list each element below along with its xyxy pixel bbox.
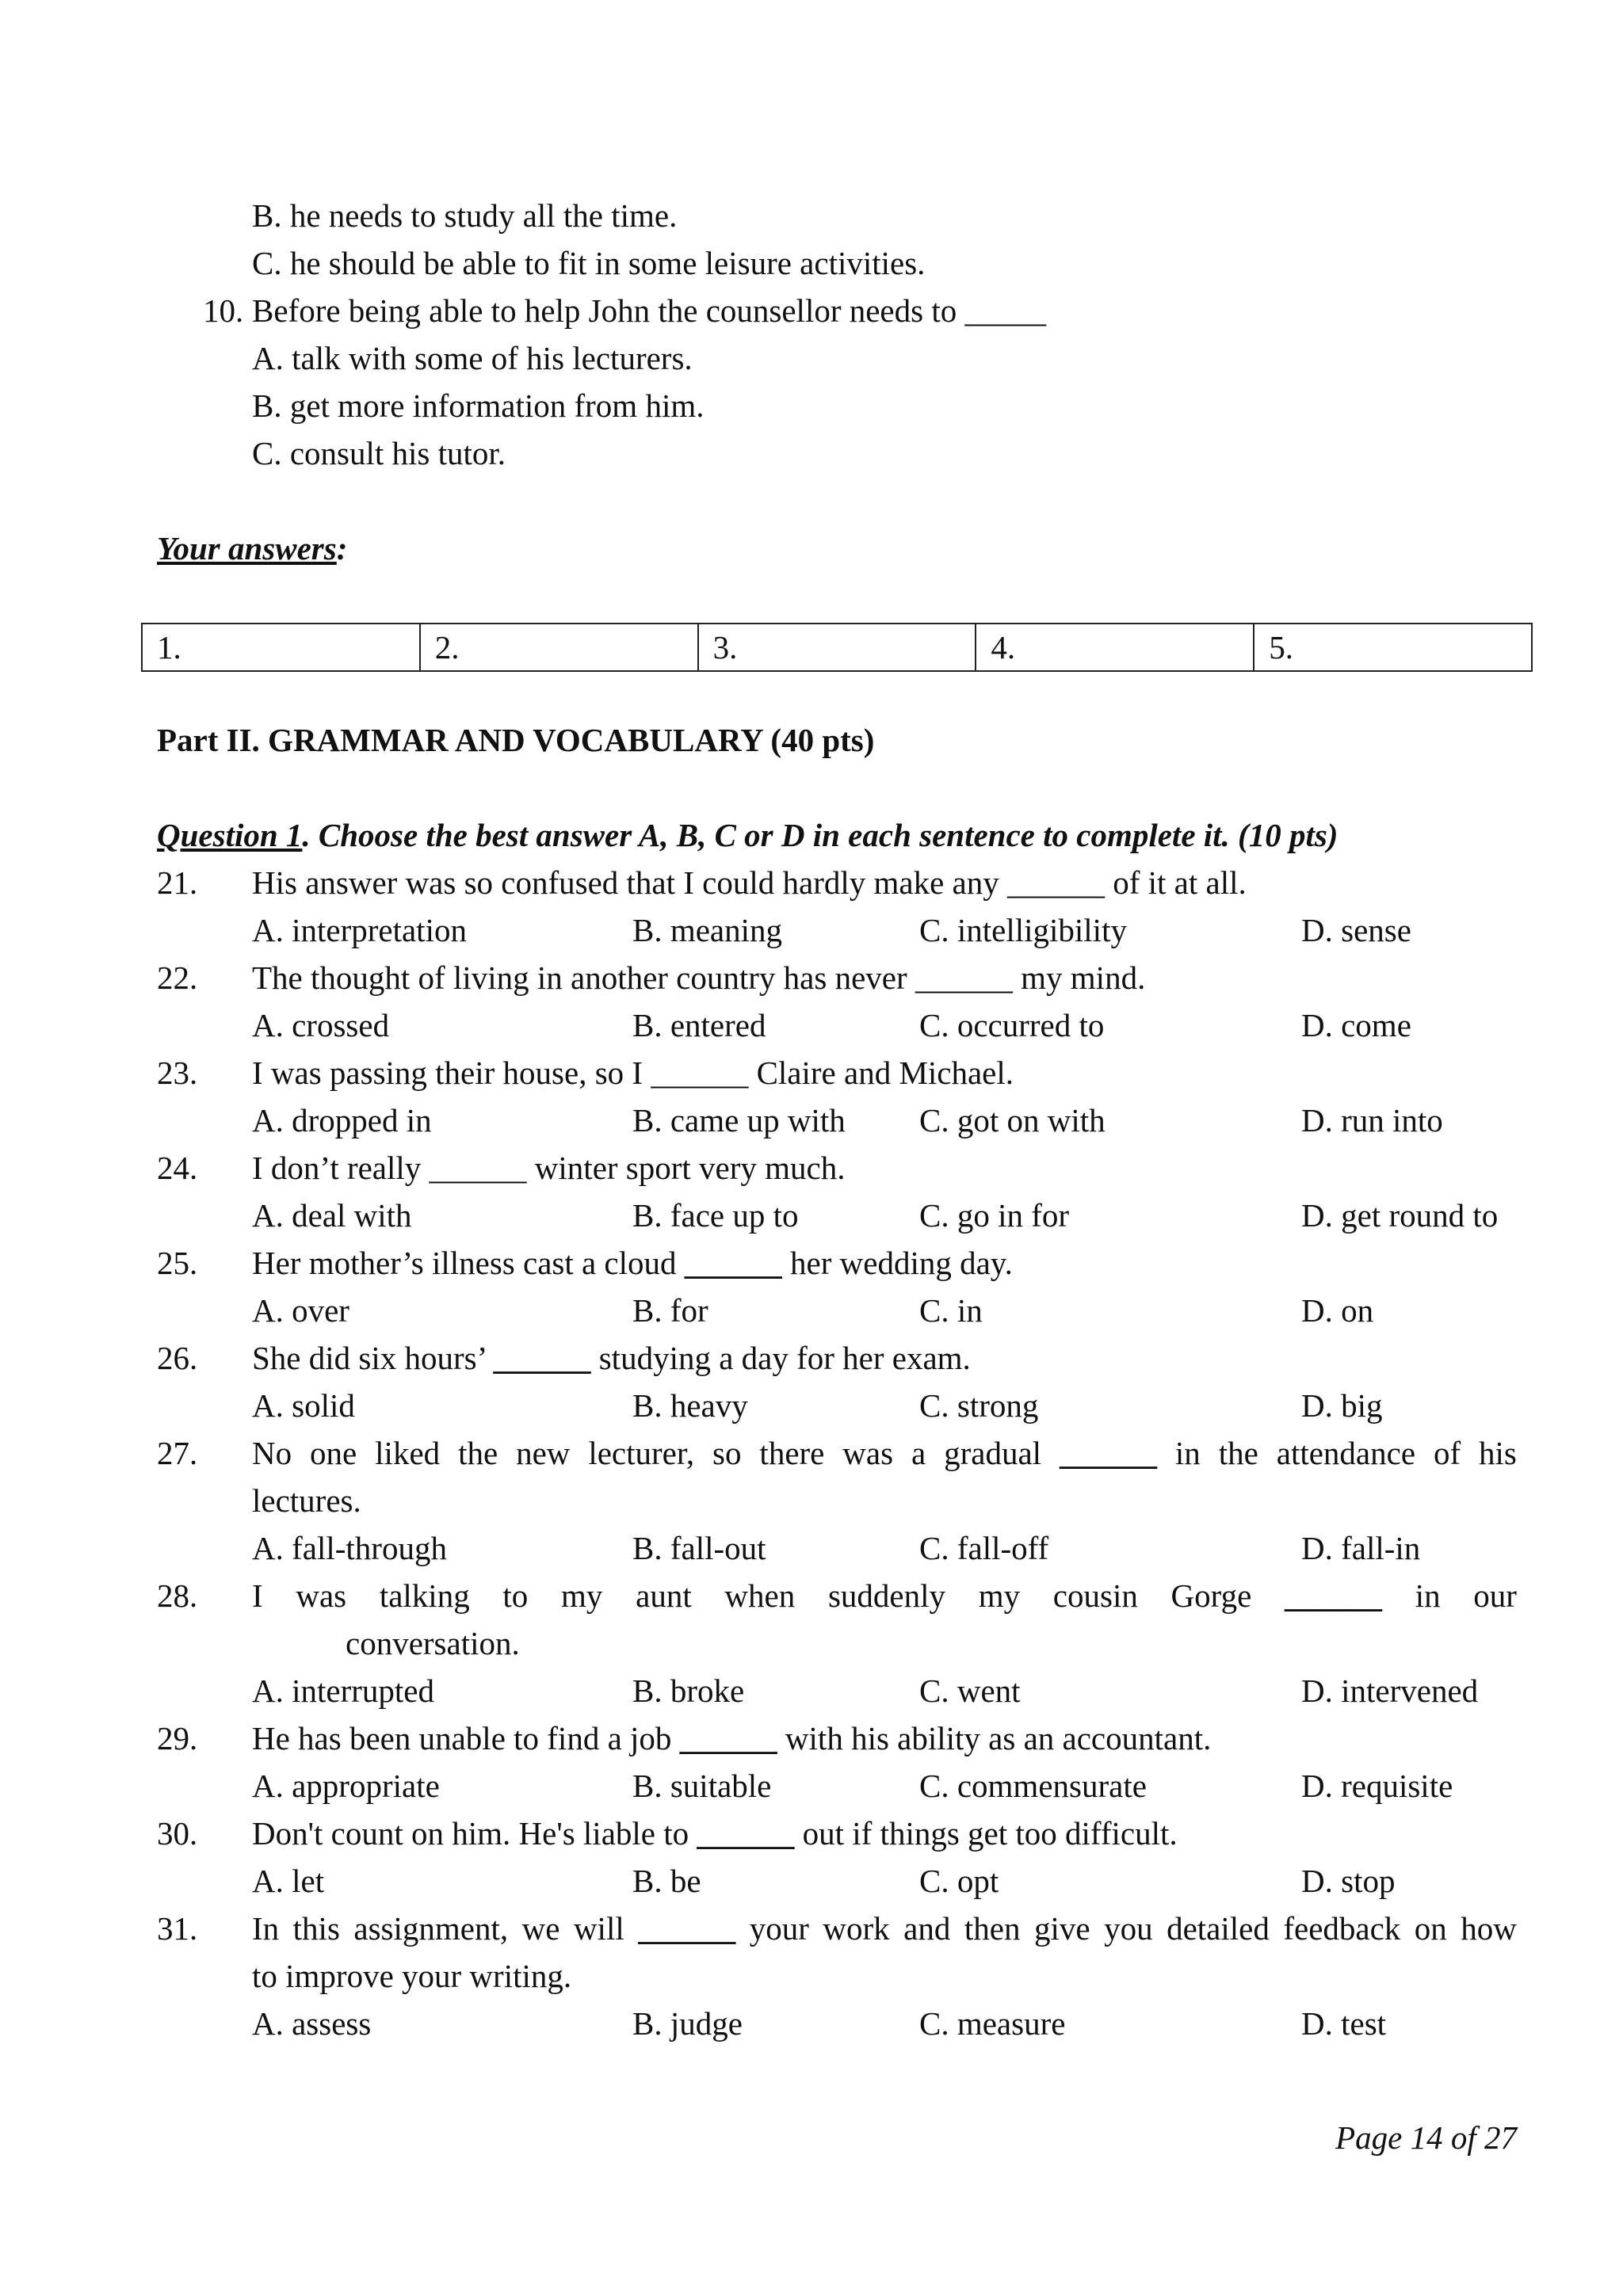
item-21-stem-post: of it at all. (1105, 864, 1247, 901)
item-21-number: 21. (157, 864, 198, 901)
item-28-stem-line2: conversation. (346, 1625, 520, 1661)
item-31-option-a: A. assess (252, 2005, 372, 2042)
item-27-stem-line2: lectures. (252, 1482, 361, 1519)
item-28-blank: ______ (1284, 1577, 1382, 1614)
item-25-stem-post: her wedding day. (781, 1245, 1013, 1281)
item-27-word: so (712, 1435, 742, 1471)
item-21-option-a: A. interpretation (252, 912, 467, 948)
item-27-word: gradual (944, 1435, 1042, 1471)
item-27-option-a: A. fall-through (252, 1530, 447, 1566)
item-28-word: cousin (1052, 1577, 1138, 1614)
item-27-word: was (842, 1435, 894, 1471)
item-28-word: when (724, 1577, 796, 1614)
item-30-option-b: B. be (632, 1863, 701, 1899)
item-24-option-c: C. go in for (919, 1197, 1070, 1234)
item-30-stem-post: out if things get too difficult. (794, 1815, 1178, 1852)
item-26-stem (252, 1342, 971, 1375)
item-27-word: of (1433, 1435, 1461, 1471)
item-23-option-d: D. run into (1301, 1102, 1443, 1138)
q10-text: Before being able to help John the counsellor needs to _____ (252, 292, 1046, 329)
item-27-word: No (252, 1435, 292, 1471)
item-29-blank: ______ (679, 1720, 777, 1756)
item-23-blank: ______ (651, 1055, 749, 1091)
item-23-option-c: C. got on with (919, 1102, 1106, 1138)
item-27-word: his (1479, 1435, 1517, 1471)
item-26-option-d: D. big (1301, 1387, 1383, 1424)
item-29-option-c: C. commensurate (919, 1768, 1147, 1804)
item-29-number: 29. (157, 1720, 198, 1756)
item-27-stem-line1 (252, 1437, 1517, 1470)
item-27-word: the (458, 1435, 498, 1471)
answer-cell-3[interactable]: 3. (698, 624, 976, 671)
item-28-option-a: A. interrupted (252, 1672, 434, 1709)
item-30-option-d: D. stop (1301, 1863, 1396, 1899)
item-23-stem-pre: I was passing their house, so I (252, 1055, 651, 1091)
item-27-option-b: B. fall-out (632, 1530, 766, 1566)
item-30-option-c: C. opt (919, 1863, 999, 1899)
item-31-option-d: D. test (1301, 2005, 1387, 2042)
item-29-option-b: B. suitable (632, 1768, 772, 1804)
item-24-option-a: A. deal with (252, 1197, 412, 1234)
item-24-blank: ______ (429, 1150, 527, 1186)
item-21-option-c: C. intelligibility (919, 912, 1127, 948)
item-27-word: one (310, 1435, 357, 1471)
item-26-stem-pre: She did six hours’ (252, 1340, 494, 1376)
item-25-stem (252, 1247, 1013, 1280)
item-22-stem-post: my mind. (1012, 959, 1146, 996)
item-28-word: Gorge (1170, 1577, 1252, 1614)
item-31-word: In (252, 1910, 280, 1947)
item-28-word: I (252, 1577, 263, 1614)
item-28-word: was (296, 1577, 347, 1614)
item-27-word: liked (375, 1435, 441, 1471)
item-31-word: detailed (1167, 1910, 1270, 1947)
item-31-stem-line1 (252, 1910, 1517, 1947)
item-28-word: my (561, 1577, 603, 1614)
answer-cell-2[interactable]: 2. (420, 624, 698, 671)
item-23-option-b: B. came up with (632, 1102, 846, 1138)
your-answers-label: Your answers (157, 530, 337, 566)
item-25-blank: ______ (684, 1245, 782, 1281)
item-25-number: 25. (157, 1245, 198, 1281)
your-answers-heading (157, 532, 347, 565)
question1-heading (157, 819, 1338, 852)
item-22-stem (252, 959, 1146, 996)
item-24-stem-post: winter sport very much. (526, 1150, 846, 1186)
item-21-blank: ______ (1007, 864, 1105, 901)
item-31-word: on (1414, 1910, 1447, 1947)
item-22-number: 22. (157, 959, 198, 996)
item-24-stem (252, 1152, 845, 1184)
item-31-word: your (749, 1910, 809, 1947)
item-25-option-a: A. over (252, 1292, 349, 1329)
item-27-word: new (516, 1435, 571, 1471)
answer-table (141, 623, 1533, 672)
item-27-option-c: C. fall-off (919, 1530, 1049, 1566)
item-23-number: 23. (157, 1055, 198, 1091)
item-30-stem-pre: Don't count on him. He's liable to (252, 1815, 697, 1852)
item-30-option-a: A. let (252, 1863, 325, 1899)
item-31-stem-line2: to improve your writing. (252, 1958, 572, 1994)
answer-cell-1[interactable]: 1. (142, 624, 420, 671)
item-21-stem-pre: His answer was so confused that I could hardly make any (252, 864, 1007, 901)
item-28-word: suddenly (827, 1577, 945, 1614)
item-24-option-d: D. get round to (1301, 1197, 1499, 1234)
item-21-option-b: B. meaning (632, 912, 783, 948)
item-31-word: work (823, 1910, 890, 1947)
item-22-option-c: C. occurred to (919, 1007, 1105, 1043)
item-29-stem-post: with his ability as an accountant. (777, 1720, 1212, 1756)
item-31-word: give (1033, 1910, 1090, 1947)
item-29-option-a: A. appropriate (252, 1768, 440, 1804)
item-27-word: the (1218, 1435, 1258, 1471)
answer-cell-4[interactable]: 4. (976, 624, 1254, 671)
item-31-word: feedback (1283, 1910, 1401, 1947)
item-30-number: 30. (157, 1815, 198, 1852)
item-28-word: my (978, 1577, 1021, 1614)
your-answers-colon: : (336, 530, 348, 566)
item-31-word: assignment, (353, 1910, 509, 1947)
item-27-word: attendance (1276, 1435, 1416, 1471)
item-29-stem-pre: He has been unable to find a job (252, 1720, 680, 1756)
item-26-blank: ______ (493, 1340, 591, 1376)
item-30-stem (252, 1817, 1178, 1850)
q9-option-b: B. he needs to study all the time. (252, 197, 678, 234)
item-31-word: we (521, 1910, 560, 1947)
item-30-blank: ______ (697, 1815, 795, 1852)
item-22-blank: ______ (915, 959, 1013, 996)
item-27-word: lecturer, (588, 1435, 695, 1471)
q10-option-a: A. talk with some of his lecturers. (252, 340, 693, 376)
item-22-stem-pre: The thought of living in another country has never (252, 959, 915, 996)
item-31-blank: ______ (638, 1910, 736, 1947)
item-31-word: how (1461, 1910, 1517, 1947)
item-26-stem-post: studying a day for her exam. (590, 1340, 971, 1376)
item-31-word: this (292, 1910, 340, 1947)
item-28-option-d: D. intervened (1301, 1672, 1479, 1709)
item-25-option-d: D. on (1301, 1292, 1374, 1329)
q10-option-b: B. get more information from him. (252, 387, 705, 424)
item-25-stem-pre: Her mother’s illness cast a cloud (252, 1245, 685, 1281)
item-28-number: 28. (157, 1577, 198, 1614)
item-23-stem (252, 1057, 1014, 1089)
item-28-word: in (1415, 1577, 1441, 1614)
item-24-option-b: B. face up to (632, 1197, 799, 1234)
item-31-number: 31. (157, 1910, 198, 1947)
question1-label: Question 1 (157, 817, 303, 853)
item-27-word: there (759, 1435, 825, 1471)
item-28-option-c: C. went (919, 1672, 1021, 1709)
item-27-number: 27. (157, 1435, 198, 1471)
item-27-blank: ______ (1059, 1435, 1157, 1471)
item-28-word: to (502, 1577, 529, 1614)
item-31-word: will (573, 1910, 624, 1947)
q9-option-c: C. he should be able to fit in some leisure activities. (252, 245, 926, 281)
item-22-option-d: D. come (1301, 1007, 1411, 1043)
item-27-option-d: D. fall-in (1301, 1530, 1421, 1566)
item-21-option-d: D. sense (1301, 912, 1411, 948)
item-22-option-b: B. entered (632, 1007, 766, 1043)
item-31-word: then (964, 1910, 1021, 1947)
item-28-stem-line1 (252, 1577, 1517, 1614)
item-29-option-d: D. requisite (1301, 1768, 1453, 1804)
item-31-word: and (903, 1910, 951, 1947)
item-26-option-c: C. strong (919, 1387, 1039, 1424)
item-28-word: aunt (636, 1577, 692, 1614)
item-31-word: you (1104, 1910, 1153, 1947)
item-28-word: our (1473, 1577, 1517, 1614)
item-29-stem (252, 1722, 1211, 1755)
item-26-option-b: B. heavy (632, 1387, 748, 1424)
answer-cell-5[interactable]: 5. (1254, 624, 1532, 671)
item-28-option-b: B. broke (632, 1672, 745, 1709)
question1-instruction: . Choose the best answer A, B, C or D in each sentence to complete it. (10 pts) (302, 817, 1338, 853)
item-24-stem-pre: I don’t really (252, 1150, 430, 1186)
item-25-option-c: C. in (919, 1292, 983, 1329)
q10-option-c: C. consult his tutor. (252, 435, 506, 471)
item-28-word: talking (379, 1577, 470, 1614)
q10-number: 10. (203, 292, 244, 329)
item-22-option-a: A. crossed (252, 1007, 390, 1043)
item-21-stem (252, 864, 1247, 901)
item-27-word: in (1174, 1435, 1201, 1471)
item-24-number: 24. (157, 1150, 198, 1186)
item-26-option-a: A. solid (252, 1387, 355, 1424)
item-25-option-b: B. for (632, 1292, 708, 1329)
item-31-option-c: C. measure (919, 2005, 1066, 2042)
part2-title: Part II. GRAMMAR AND VOCABULARY (40 pts) (157, 722, 875, 758)
item-26-number: 26. (157, 1340, 198, 1376)
item-23-option-a: A. dropped in (252, 1102, 432, 1138)
item-31-option-b: B. judge (632, 2005, 743, 2042)
item-27-word: a (911, 1435, 926, 1471)
page-number: Page 14 of 27 (1335, 2119, 1517, 2156)
item-23-stem-post: Claire and Michael. (748, 1055, 1014, 1091)
